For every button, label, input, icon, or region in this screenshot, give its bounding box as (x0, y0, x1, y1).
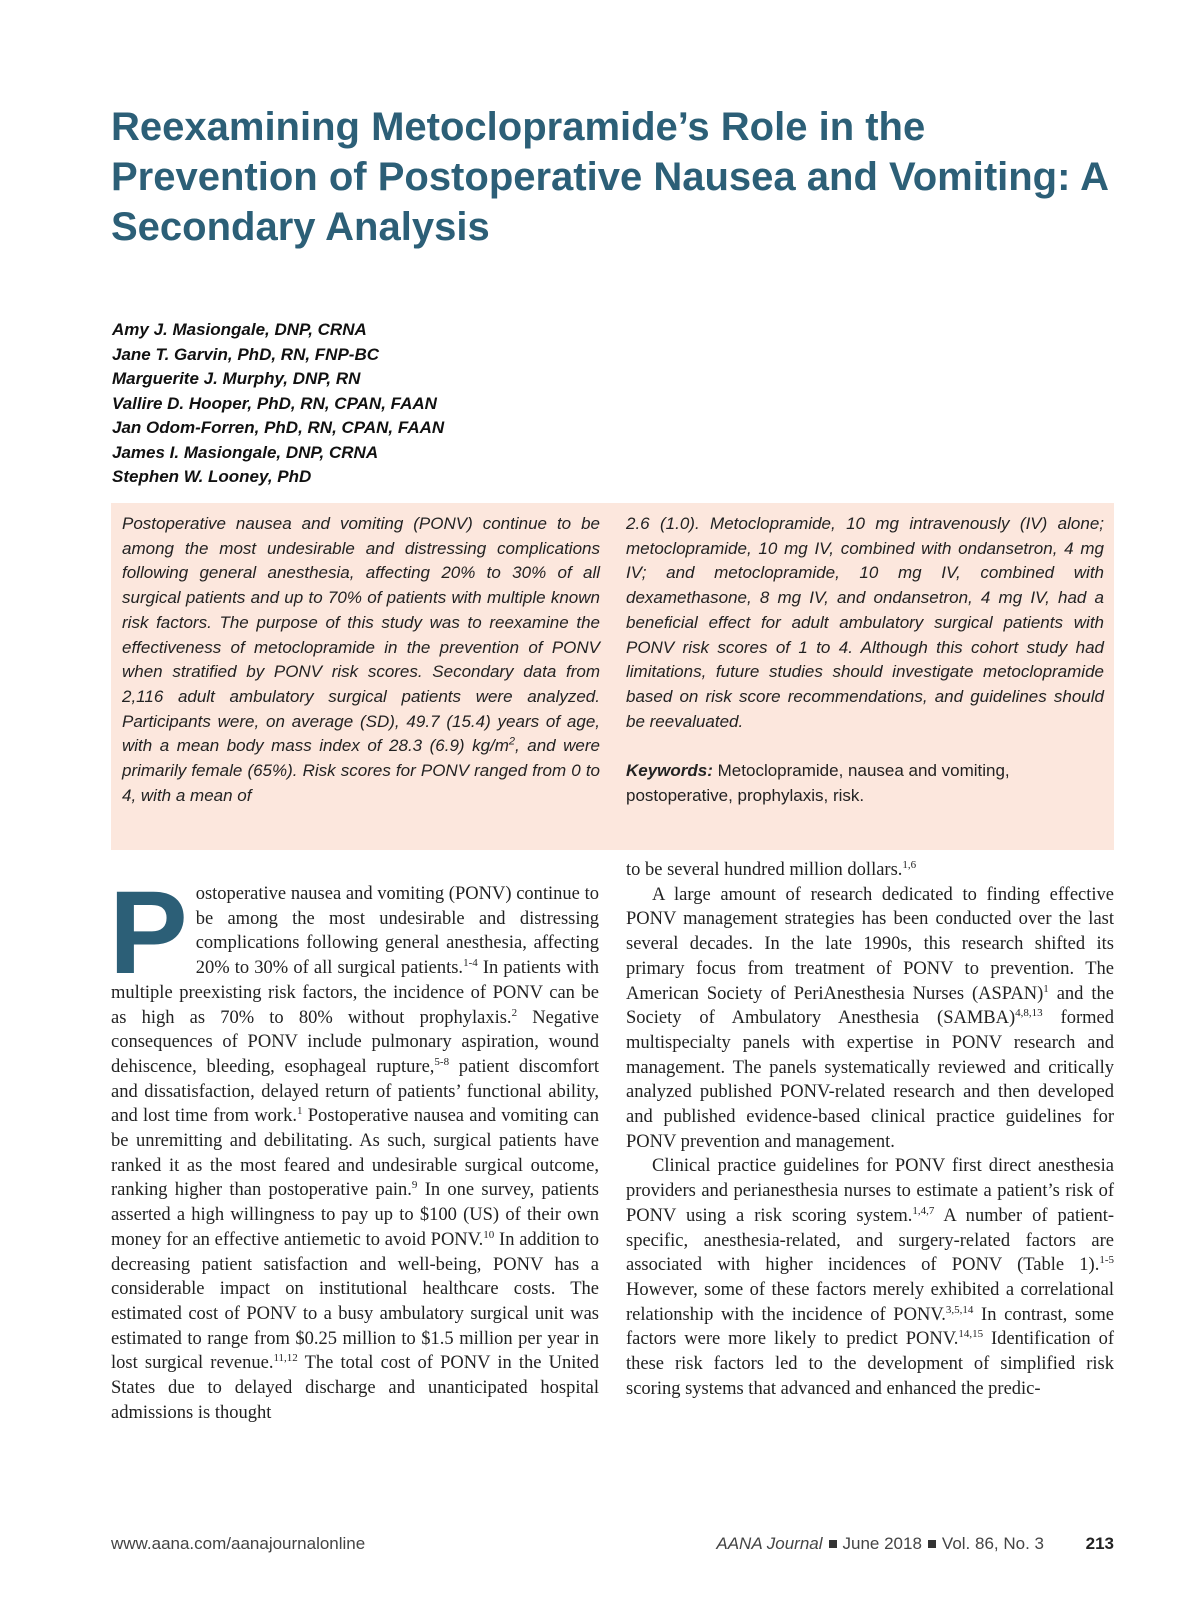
keywords-text: Metoclopramide, nausea and vomiting, postoperative, prophylaxis, risk. (626, 761, 1010, 805)
abstract-text-continued: 2.6 (1.0). Metoclopramide, 10 mg intravenously (IV) alone; metoclopramide, 10 mg IV, combined with ondansetron, 4 mg IV; and metoclopramide, 10 mg IV, combined with dexamethasone, 8 mg IV, and ondansetron, 4 mg IV, had a beneficial effect for adult ambulatory surgical patients with PONV risk scores of 1 to 4. Although this cohort study had limitations, future studies should investigate metoclopramide based on risk score recommendations, and guidelines should be reevaluated. (626, 514, 1104, 731)
body-paragraph: to be several hundred million dollars.$^{1,6}$ (626, 858, 917, 880)
keywords-label: Keywords: (626, 761, 713, 781)
author: Vallire D. Hooper, PhD, RN, CPAN, FAAN (112, 393, 437, 413)
article-title: Reexamining Metoclopramide’s Role in the Prevention of Postoperative Nausea and Vomiting: A Secondary Analysis (111, 105, 1108, 249)
author: Jan Odom-Forren, PhD, RN, CPAN, FAAN (112, 418, 445, 437)
author: Marguerite J. Murphy, DNP, RN (112, 369, 361, 388)
abstract-box (111, 503, 1114, 850)
bullet-square-icon (928, 1540, 936, 1548)
abstract-left-column (122, 512, 600, 850)
author: Amy J. Masiongale, DNP, CRNA (112, 320, 367, 339)
journal-url-link[interactable]: www.aana.com/aanajournalonline (111, 1534, 366, 1553)
body-paragraph: Clinical practice guidelines for PONV first direct anesthesia providers and perianesthesia nurses to estimate a patient’s risk of PONV using a risk scoring system.$^{1,4,7}$ A number of patient-specific, anesthesia-related, and surgery-related factors are associated with higher incidences of PONV (Table 1).$^{1-5}$ However, some of these factors merely exhibited a correlational relationship with the incidence of PONV.$^{3,5,14}$ In contrast, some factors were more likely to predict PONV.$^{14,15}$ Identification of these risk factors led to the development of simplified risk scoring systems that advanced and enhanced the predic- (626, 1156, 1114, 1399)
issue-date: June 2018 (842, 1534, 922, 1553)
page-footer (111, 1534, 1114, 1558)
author: Stephen W. Looney, PhD (112, 467, 312, 486)
keywords (626, 759, 1104, 808)
abstract-text: Postoperative nausea and vomiting (PONV) continue to be among the most undesirable and distressing complications following general anesthesia, affecting 20% to 30% of all surgical patients and up to 70% of patients with multiple known risk factors. The purpose of this study was to reexamine the effectiveness of metoclopramide in the prevention of PONV when stratified by PONV risk scores. Secondary data from 2,116 adult ambulatory surgical patients were analyzed. Participants were, on average (SD), 49.7 (15.4) years of age, with a mean body mass index of 28.3 (6.9) $kg/m^2$, and were primarily female (65%). Risk scores for PONV ranged from 0 to 4, with a mean of (122, 514, 600, 805)
body-paragraph: A large amount of research dedicated to finding effective PONV management strategies has been conducted over the last several decades. In the late 1990s, this research shifted its primary focus from treatment of PONV to prevention. The American Society of PeriAnesthesia Nurses (ASPAN)$^1$ and the Society of Ambulatory Anesthesia (SAMBA)$^{4,8,13}$ formed multispecialty panels with expertise in PONV research and management. The panels systematically reviewed and critically analyzed published PONV-related research and then developed and published evidence-based clinical practice guidelines for PONV prevention and management. (626, 884, 1114, 1152)
author: Jane T. Garvin, PhD, RN, FNP-BC (112, 344, 380, 364)
journal-citation (716, 1534, 1044, 1554)
volume-issue: Vol. 86, No. 3 (941, 1534, 1044, 1553)
author: James I. Masiongale, DNP, CRNA (112, 442, 379, 462)
bullet-square-icon (829, 1540, 837, 1548)
body-left-column (109, 867, 599, 1425)
body-paragraph: Postoperative nausea and vomiting (PONV) continue to be among the most undesirable and distressing complications following general anesthesia, affecting 20% to 30% of all surgical patients.$^{1-4}$ In patients with multiple preexisting risk factors, the incidence of PONV can be as high as 70% to 80% without prophylaxis.$^2$ Negative consequences of PONV include pulmonary aspiration, wound dehiscence, bleeding, esophageal rupture,$^{5-8}$ patient discomfort and dissatisfaction, delayed return of patients’ functional ability, and lost time from work.$^1$ Postoperative nausea and vomiting can be unremitting and debilitating. As such, surgical patients have ranked it as the most feared and undesirable surgical outcome, ranking higher than postoperative pain.$^9$ In one survey, patients asserted a high willingness to pay up to $100 (US) of their own money for an effective antiemetic to avoid PONV.$^{10}$ In addition to decreasing patient satisfaction and well-being, PONV has a considerable impact on institutional healthcare costs. The estimated cost of PONV to a busy ambulatory surgical unit was estimated to range from $0.25 million to $1.5 million per year in lost surgical revenue.$^{11,12}$ The total cost of PONV in the United States due to delayed discharge and unanticipated hospital admissions is thought (109, 867, 599, 1423)
body-right-column (626, 858, 1114, 1401)
page-number: 213 (1085, 1534, 1114, 1553)
abstract-right-column (626, 512, 1104, 850)
drop-cap: P (109, 867, 188, 999)
author-list (112, 318, 444, 490)
journal-name: AANA Journal (716, 1534, 823, 1553)
